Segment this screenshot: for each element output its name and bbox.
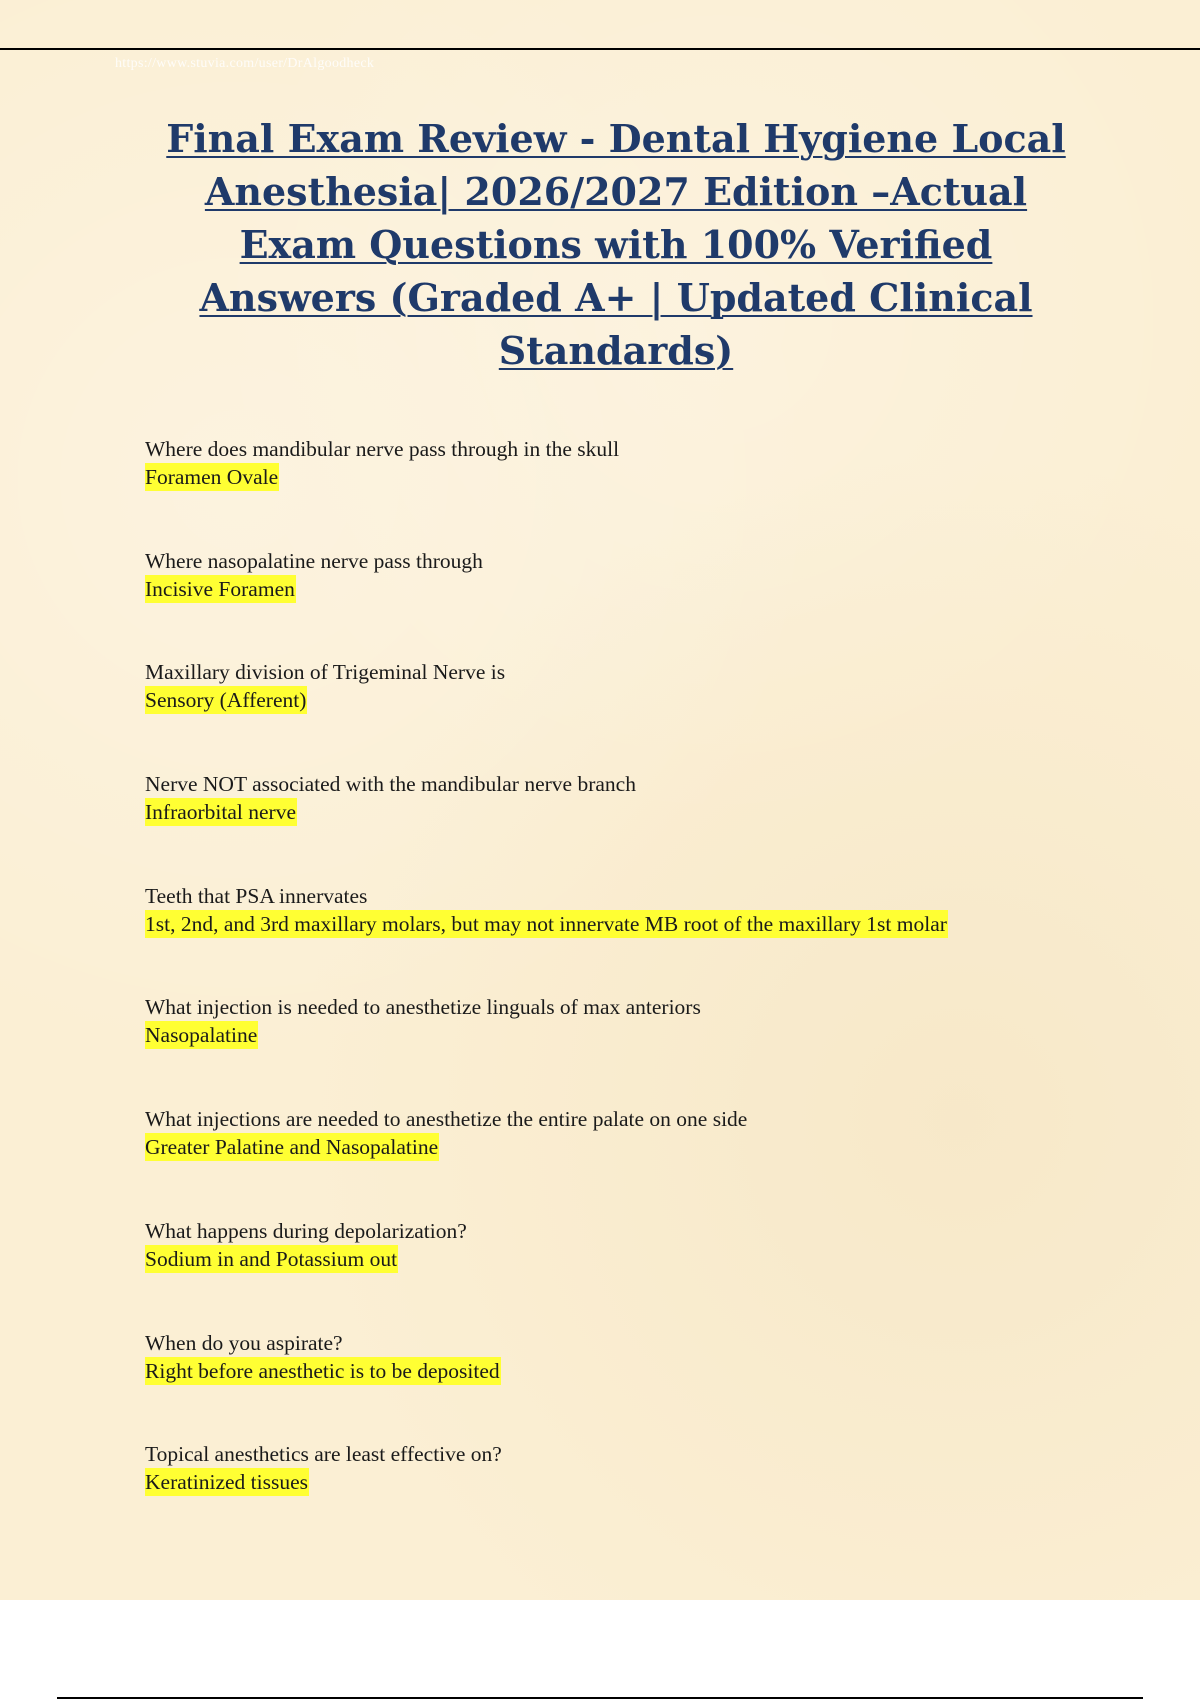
answer-highlight: Sodium in and Potassium out <box>145 1246 398 1271</box>
answer-highlight: Incisive Foramen <box>145 576 295 601</box>
qa-item <box>145 547 1105 659</box>
answer-highlight: Foramen Ovale <box>145 465 279 489</box>
question-text: Teeth that PSA innervates <box>145 883 368 908</box>
bottom-divider <box>57 1697 1143 1699</box>
answer-highlight: Keratinized tissues <box>145 1470 308 1495</box>
question-text: Nerve NOT associated with the mandibular nerve branch <box>145 772 636 797</box>
qa-item <box>145 658 1105 770</box>
answer-highlight: Nasopalatine <box>145 1023 258 1048</box>
question-text: Where nasopalatine nerve pass through <box>145 548 483 573</box>
watermark-url: https://www.stuvia.com/user/DrAlgoodheck <box>115 56 375 71</box>
answer-highlight: Right before anesthetic is to be deposited <box>145 1358 500 1383</box>
question-text: What happens during depolarization? <box>145 1218 467 1243</box>
qa-item <box>145 1440 1105 1552</box>
answer-highlight: Sensory (Afferent) <box>145 688 307 713</box>
qa-item <box>145 1105 1105 1217</box>
document-title: Final Exam Review - Dental Hygiene Local Anesthesia| 2026/2027 Edition –Actual Exam Questions with 100% Verified Answers (Graded A+ | Updated Clinical Standards) <box>166 116 1066 373</box>
qa-item <box>145 1217 1105 1329</box>
qa-item <box>145 435 1105 547</box>
answer-highlight: Greater Palatine and Nasopalatine <box>145 1135 439 1160</box>
answer-highlight: Infraorbital nerve <box>145 800 297 825</box>
qa-item <box>145 770 1105 882</box>
question-text: What injections are needed to anesthetize the entire palate on one side <box>145 1107 748 1132</box>
question-text: Topical anesthetics are least effective on? <box>145 1442 502 1467</box>
question-text: Where does mandibular nerve pass through in the skull <box>145 437 620 461</box>
question-text: When do you aspirate? <box>145 1330 343 1355</box>
qa-item <box>145 882 1105 994</box>
question-text: Maxillary division of Trigeminal Nerve is <box>145 660 506 685</box>
answer-highlight: 1st, 2nd, and 3rd maxillary molars, but may not innervate MB root of the maxillary 1st molar <box>145 911 947 936</box>
qa-list <box>145 435 1105 1552</box>
top-divider <box>0 48 1200 50</box>
qa-item <box>145 993 1105 1105</box>
qa-item <box>145 1329 1105 1441</box>
question-text: What injection is needed to anesthetize linguals of max anteriors <box>145 995 701 1020</box>
